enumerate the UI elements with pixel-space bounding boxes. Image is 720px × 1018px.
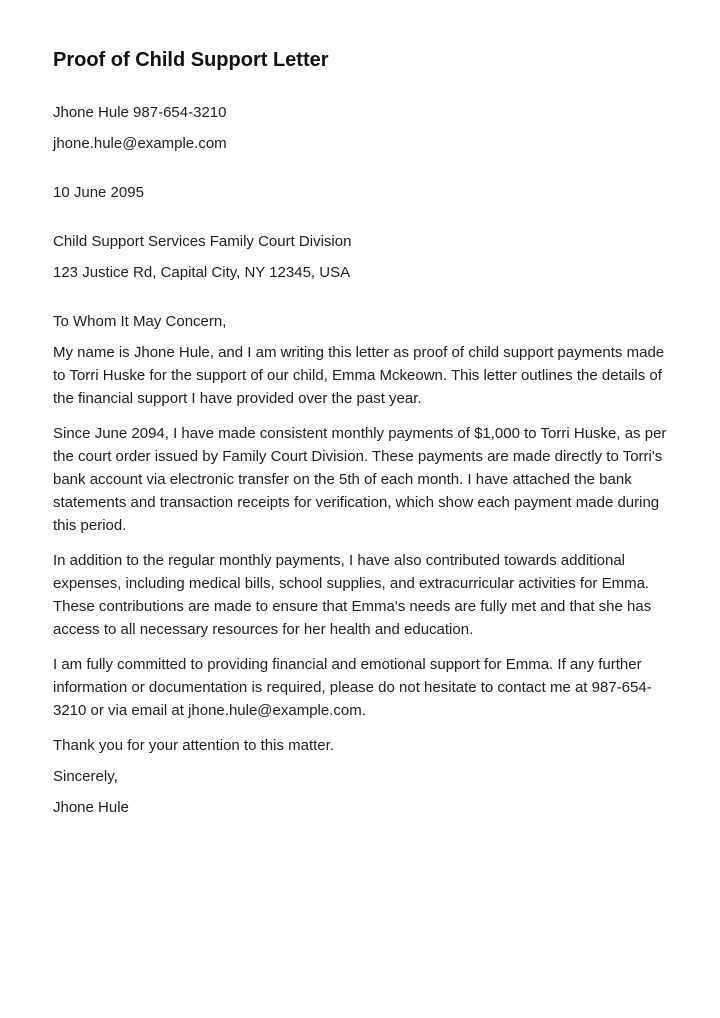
sender-email: jhone.hule@example.com: [53, 135, 227, 152]
salutation: To Whom It May Concern,: [53, 313, 227, 330]
letter-date: 10 June 2095: [53, 184, 144, 201]
letter-title: Proof of Child Support Letter: [53, 49, 329, 71]
signature-name: Jhone Hule: [53, 799, 129, 816]
closing-thanks: Thank you for your attention to this matter.: [53, 737, 334, 754]
body-paragraph-2: Since June 2094, I have made consistent monthly payments of $1,000 to Torri Huske, as per the court order issued by Family Court Division. These payments are made directly to Torri's bank account via electronic transfer on the 5th of each month. I have attached the bank statements and transaction receipts for verification, which show each payment made during this period.: [53, 425, 667, 534]
recipient-address: 123 Justice Rd, Capital City, NY 12345, USA: [53, 264, 351, 281]
closing: Sincerely,: [53, 768, 118, 785]
sender-name-phone: Jhone Hule 987-654-3210: [53, 104, 227, 121]
body-paragraph-4: I am fully committed to providing financial and emotional support for Emma. If any further information or documentation is required, please do not hesitate to contact me at 987-654-3210 or via email at jhone.hule@example.com.: [53, 656, 652, 719]
body-paragraph-3: In addition to the regular monthly payments, I have also contributed towards additional expenses, including medical bills, school supplies, and extracurricular activities for Emma. These contributions are made to ensure that Emma's needs are fully met and that she has access to all necessary resources for her health and education.: [53, 552, 652, 638]
recipient-organization: Child Support Services Family Court Division: [53, 233, 352, 250]
body-paragraph-1: My name is Jhone Hule, and I am writing this letter as proof of child support payments made to Torri Huske for the support of our child, Emma Mckeown. This letter outlines the details of the financial support I have provided over the past year.: [53, 344, 665, 407]
